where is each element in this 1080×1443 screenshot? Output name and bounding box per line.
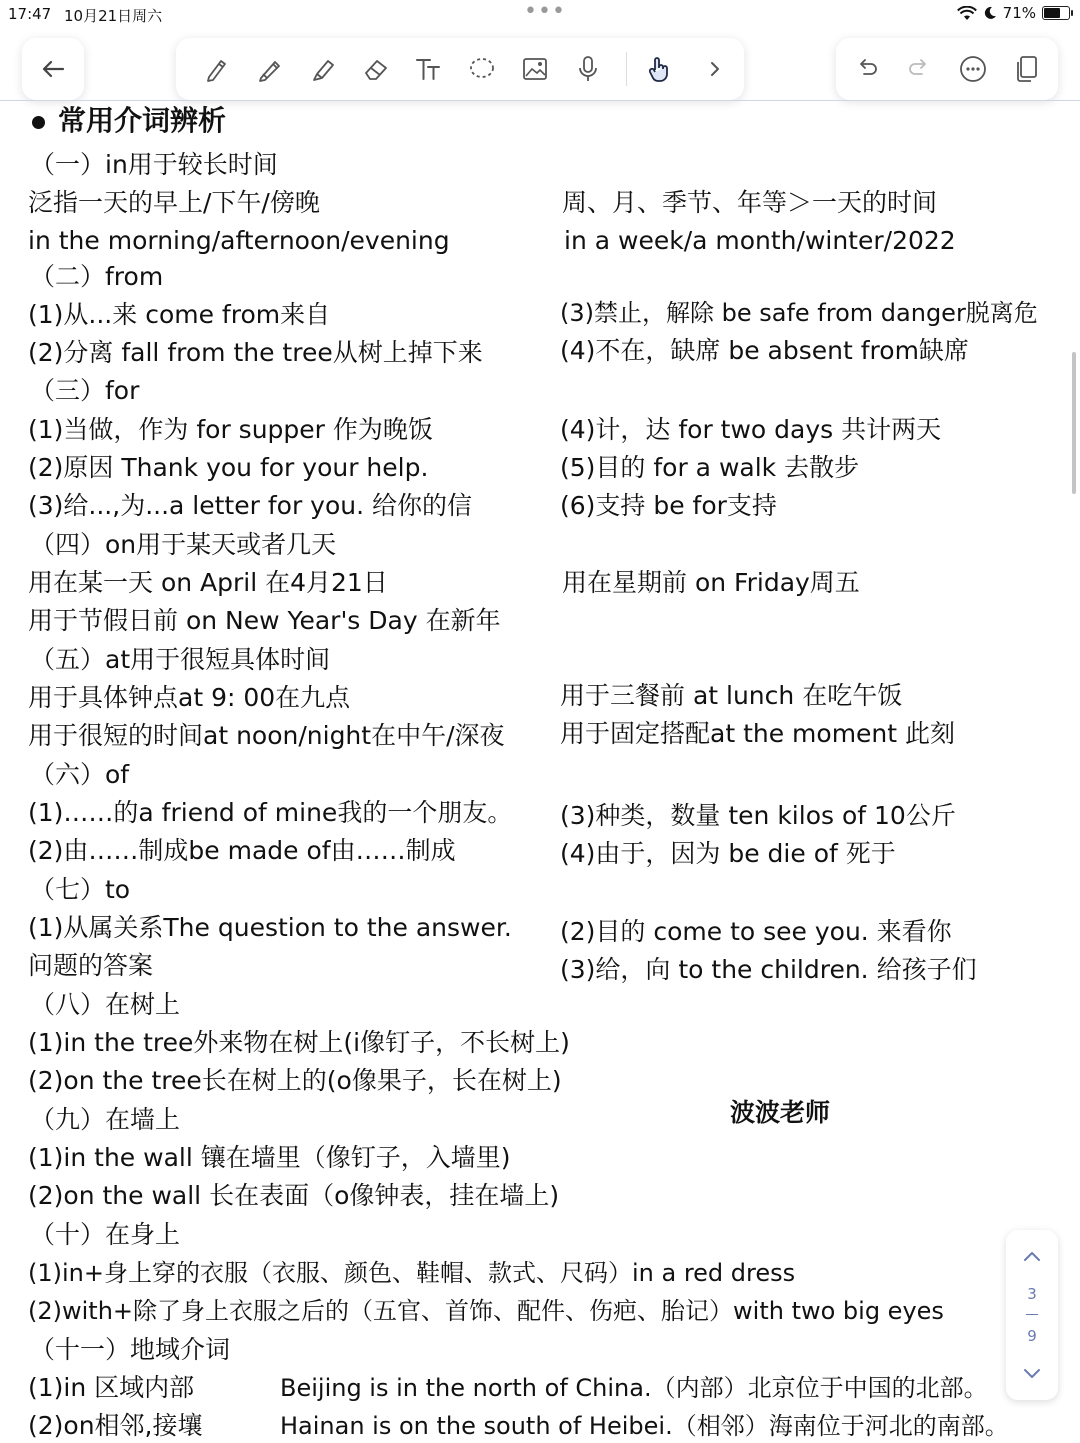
note-line: (1)in the wall 镶在墙里（像钉子，入墙里): [28, 1143, 511, 1172]
status-bar: [0, 0, 1080, 28]
note-line: (5)目的 for a walk 去散步: [560, 453, 860, 482]
total-pages: 9: [1027, 1327, 1037, 1345]
multitasking-dots-icon[interactable]: •••: [524, 0, 566, 24]
current-page: 3: [1027, 1285, 1037, 1303]
author-watermark: 波波老师: [730, 1098, 831, 1127]
document-actions: [836, 38, 1058, 100]
status-indicators: [957, 4, 1070, 22]
note-line: (2)with+除了身上衣服之后的（五官、首饰、配件、伤疤、胎记）with two big eyes: [28, 1297, 944, 1325]
note-line: (6)支持 be for支持: [560, 491, 777, 520]
page-navigator: [1006, 1230, 1058, 1400]
note-line: (4)计，达 for two days 共计两天: [560, 415, 942, 444]
note-line: (1)……的a friend of mine我的一个朋友。: [28, 798, 513, 827]
lasso-icon[interactable]: [465, 52, 499, 86]
microphone-icon[interactable]: [571, 52, 605, 86]
note-line: 周、月、季节、年等＞一天的时间: [562, 188, 938, 217]
note-line: (2)on the tree长在树上的(o像果子，长在树上): [28, 1066, 562, 1095]
page-separator: [1026, 1314, 1038, 1315]
back-button[interactable]: [22, 38, 84, 100]
note-line: (2)目的 come to see you. 来看你: [560, 917, 952, 946]
note-line: （八）在树上: [30, 990, 181, 1019]
note-line: (1)in 区域内部: [28, 1373, 195, 1402]
note-line: （十）在身上: [30, 1220, 181, 1249]
image-icon[interactable]: [518, 52, 552, 86]
more-icon[interactable]: [956, 52, 990, 86]
chevron-right-icon[interactable]: [698, 52, 732, 86]
chevron-down-icon[interactable]: [1018, 1364, 1046, 1384]
scrollbar[interactable]: [1072, 352, 1076, 494]
toolbar-divider: [0, 100, 1080, 101]
arrow-left-icon[interactable]: [36, 52, 70, 86]
note-line: （七）to: [30, 875, 131, 904]
note-line: 用在某一天 on April 在4月21日: [28, 568, 388, 597]
note-line: (1)从属关系The question to the answer.: [28, 913, 512, 942]
note-line: 用于节假日前 on New Year's Day 在新年: [28, 606, 501, 635]
note-line: in a week/a month/winter/2022: [564, 226, 956, 255]
battery-percent: 71%: [1002, 4, 1036, 22]
note-line: (2)原因 Thank you for your help.: [28, 453, 429, 482]
battery-icon: [1042, 6, 1070, 20]
note-line: (3)给...,为...a letter for you. 给你的信: [28, 491, 472, 520]
note-title: 常用介词辨析: [58, 104, 227, 137]
note-line: (3)禁止，解除 be safe from danger脱离危: [560, 299, 1038, 327]
eraser-icon[interactable]: [359, 52, 393, 86]
note-line: 用于很短的时间at noon/night在中午/深夜: [28, 721, 505, 750]
note-line: 泛指一天的早上/下午/傍晚: [28, 188, 320, 217]
note-line: (1)in the tree外来物在树上(i像钉子，不长树上): [28, 1028, 570, 1057]
bullet-point: [32, 116, 45, 129]
note-line: (4)由于，因为 be die of 死于: [560, 839, 896, 868]
hand-pointer-icon[interactable]: [643, 52, 677, 86]
note-line: (1)当做，作为 for supper 作为晚饭: [28, 415, 433, 444]
toolbar-separator: [626, 52, 627, 86]
note-line: (2)on相邻,接壤: [28, 1411, 203, 1440]
note-line: (4)不在，缺席 be absent from缺席: [560, 336, 969, 365]
note-line: （六）of: [30, 760, 130, 789]
note-line: 问题的答案: [28, 951, 154, 980]
moon-icon: [983, 6, 997, 20]
pen-icon[interactable]: [200, 52, 234, 86]
note-line: (2)分离 fall from the tree从树上掉下来: [28, 338, 483, 367]
highlighter-icon[interactable]: [306, 52, 340, 86]
redo-icon[interactable]: [902, 52, 936, 86]
clock: 17:47: [8, 5, 52, 23]
note-line: （四）on用于某天或者几天: [30, 530, 337, 559]
wifi-icon: [957, 6, 977, 21]
note-line: (3)给，向 to the children. 给孩子们: [560, 955, 977, 984]
note-line: Beijing is in the north of China.（内部）北京位于中国的北部。: [280, 1374, 988, 1402]
drawing-toolbar: [176, 38, 744, 100]
note-line: 用于三餐前 at lunch 在吃午饭: [560, 681, 903, 710]
note-line: 用于固定搭配at the moment 此刻: [560, 719, 956, 748]
note-line: (1)in+身上穿的衣服（衣服、颜色、鞋帽、款式、尺码）in a red dress: [28, 1259, 796, 1287]
note-line: 用于具体钟点at 9: 00在九点: [28, 683, 351, 712]
note-line: 用在星期前 on Friday周五: [562, 568, 860, 597]
text-tool-icon[interactable]: [412, 52, 446, 86]
pencil-icon[interactable]: [253, 52, 287, 86]
note-line: （五）at用于很短具体时间: [30, 645, 331, 674]
note-line: (3)种类，数量 ten kilos of 10公斤: [560, 801, 956, 830]
note-line: （二）from: [30, 262, 164, 291]
note-line: （九）在墙上: [30, 1105, 181, 1134]
chevron-up-icon[interactable]: [1018, 1246, 1046, 1266]
note-line: （三）for: [30, 376, 140, 405]
note-line: in the morning/afternoon/evening: [28, 226, 450, 255]
note-line: (1)从...来 come from来自: [28, 300, 331, 329]
undo-icon[interactable]: [850, 52, 884, 86]
date: 10月21日周六: [64, 7, 163, 25]
pages-icon[interactable]: [1009, 52, 1043, 86]
note-line: (2)on the wall 长在表面（o像钟表，挂在墙上): [28, 1181, 560, 1210]
note-line: （一）in用于较长时间: [30, 150, 278, 179]
note-line: (2)由……制成be made of由……制成: [28, 836, 456, 865]
note-line: Hainan is on the south of Heibei.（相邻）海南位于河北的南部。: [280, 1412, 1009, 1440]
note-line: （十一）地域介词: [30, 1335, 231, 1364]
